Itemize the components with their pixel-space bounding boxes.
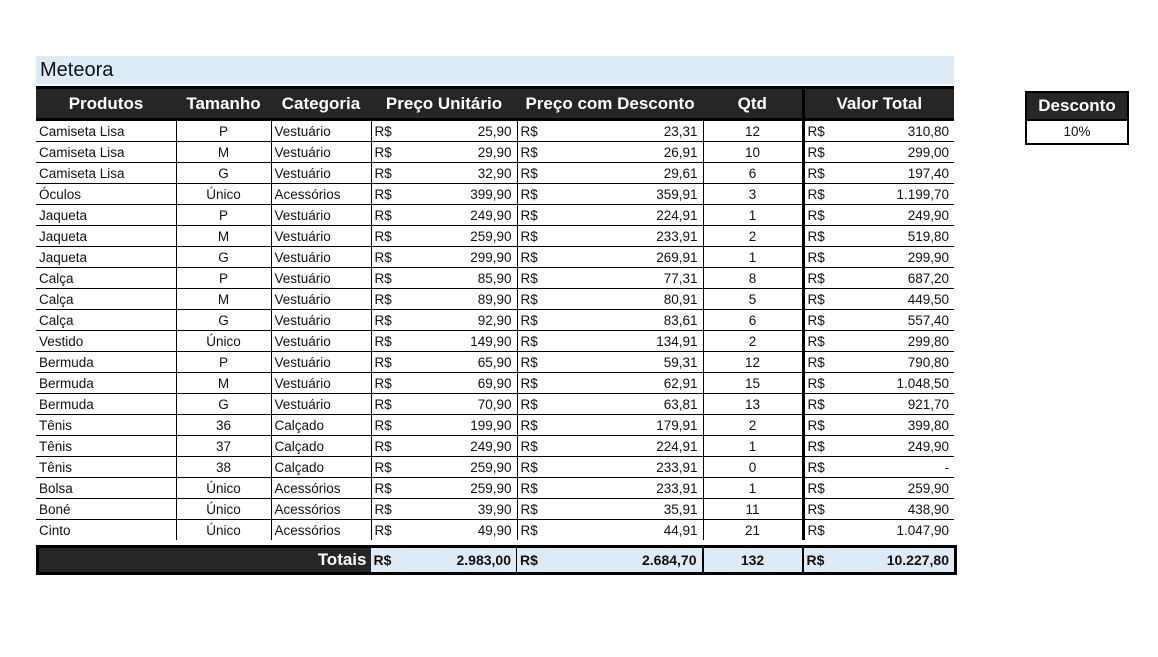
cell-valor-total[interactable]: 299,00 bbox=[842, 142, 954, 163]
totals-valor-currency[interactable]: R$ bbox=[803, 547, 842, 574]
cell-tamanho[interactable]: Único bbox=[176, 331, 271, 352]
cell-desconto-currency[interactable]: R$ bbox=[517, 205, 554, 226]
cell-valor-currency[interactable]: R$ bbox=[803, 205, 842, 226]
cell-categoria[interactable]: Calçado bbox=[271, 436, 371, 457]
cell-valor-total[interactable]: 310,80 bbox=[842, 120, 954, 142]
cell-categoria[interactable]: Vestuário bbox=[271, 268, 371, 289]
cell-preco-desconto[interactable]: 134,91 bbox=[554, 331, 703, 352]
cell-categoria[interactable]: Calçado bbox=[271, 415, 371, 436]
totals-table bbox=[36, 545, 957, 575]
table-row bbox=[36, 373, 954, 394]
table-row bbox=[36, 499, 954, 520]
cell-qtd[interactable]: 1 bbox=[703, 436, 803, 457]
table-row bbox=[36, 268, 954, 289]
cell-desconto-currency[interactable]: R$ bbox=[517, 457, 554, 478]
header-preco-desconto[interactable]: Preço com Desconto bbox=[517, 88, 703, 120]
table-row bbox=[36, 205, 954, 226]
cell-qtd[interactable]: 15 bbox=[703, 373, 803, 394]
cell-preco-unitario[interactable]: 299,90 bbox=[410, 247, 517, 268]
cell-preco-desconto[interactable]: 80,91 bbox=[554, 289, 703, 310]
totals-preco-desconto[interactable]: 2.684,70 bbox=[554, 547, 703, 574]
cell-valor-total[interactable]: 687,20 bbox=[842, 268, 954, 289]
cell-preco-desconto[interactable]: 63,81 bbox=[554, 394, 703, 415]
cell-categoria[interactable]: Calçado bbox=[271, 457, 371, 478]
cell-valor-total[interactable]: 197,40 bbox=[842, 163, 954, 184]
cell-preco-unitario[interactable]: 92,90 bbox=[410, 310, 517, 331]
cell-valor-currency[interactable]: R$ bbox=[803, 394, 842, 415]
table-row bbox=[36, 120, 954, 142]
cell-tamanho[interactable]: P bbox=[176, 352, 271, 373]
cell-valor-currency[interactable]: R$ bbox=[803, 142, 842, 163]
cell-preco-desconto[interactable]: 77,31 bbox=[554, 268, 703, 289]
cell-valor-currency[interactable]: R$ bbox=[803, 226, 842, 247]
cell-categoria[interactable]: Vestuário bbox=[271, 120, 371, 142]
sheet-title[interactable]: Meteora bbox=[36, 56, 954, 84]
cell-preco-unitario[interactable]: 69,90 bbox=[410, 373, 517, 394]
cell-preco-unitario[interactable]: 39,90 bbox=[410, 499, 517, 520]
cell-qtd[interactable]: 1 bbox=[703, 478, 803, 499]
header-tamanho[interactable]: Tamanho bbox=[176, 88, 271, 120]
cell-valor-currency[interactable]: R$ bbox=[803, 478, 842, 499]
cell-preco-desconto[interactable]: 269,91 bbox=[554, 247, 703, 268]
cell-preco-unitario[interactable]: 259,90 bbox=[410, 226, 517, 247]
cell-qtd[interactable]: 12 bbox=[703, 120, 803, 142]
cell-qtd[interactable]: 8 bbox=[703, 268, 803, 289]
cell-desconto-currency[interactable]: R$ bbox=[517, 331, 554, 352]
cell-desconto-currency[interactable]: R$ bbox=[517, 142, 554, 163]
cell-preco-currency[interactable]: R$ bbox=[371, 499, 410, 520]
cell-valor-currency[interactable]: R$ bbox=[803, 163, 842, 184]
cell-desconto-currency[interactable]: R$ bbox=[517, 247, 554, 268]
cell-tamanho[interactable]: M bbox=[176, 289, 271, 310]
cell-tamanho[interactable]: P bbox=[176, 205, 271, 226]
cell-valor-total[interactable]: 1.199,70 bbox=[842, 184, 954, 205]
cell-preco-desconto[interactable]: 26,91 bbox=[554, 142, 703, 163]
cell-preco-desconto[interactable]: 233,91 bbox=[554, 478, 703, 499]
cell-valor-total[interactable]: 519,80 bbox=[842, 226, 954, 247]
table-row bbox=[36, 289, 954, 310]
table-row bbox=[36, 247, 954, 268]
cell-preco-unitario[interactable]: 32,90 bbox=[410, 163, 517, 184]
cell-produto[interactable]: Bermuda bbox=[36, 394, 176, 415]
cell-produto[interactable]: Tênis bbox=[36, 415, 176, 436]
cell-qtd[interactable]: 5 bbox=[703, 289, 803, 310]
cell-categoria[interactable]: Acessórios bbox=[271, 520, 371, 541]
cell-categoria[interactable]: Acessórios bbox=[271, 184, 371, 205]
cell-qtd[interactable]: 1 bbox=[703, 205, 803, 226]
cell-valor-total[interactable]: 259,90 bbox=[842, 478, 954, 499]
cell-valor-total[interactable]: 399,80 bbox=[842, 415, 954, 436]
totals-valor-total[interactable]: 10.227,80 bbox=[842, 547, 956, 574]
cell-qtd[interactable]: 0 bbox=[703, 457, 803, 478]
cell-preco-desconto[interactable]: 62,91 bbox=[554, 373, 703, 394]
cell-valor-currency[interactable]: R$ bbox=[803, 289, 842, 310]
totals-label[interactable]: Totais bbox=[38, 547, 371, 574]
cell-preco-currency[interactable]: R$ bbox=[371, 415, 410, 436]
cell-valor-total[interactable]: 249,90 bbox=[842, 205, 954, 226]
cell-valor-currency[interactable]: R$ bbox=[803, 520, 842, 541]
header-produtos[interactable]: Produtos bbox=[36, 88, 176, 120]
cell-produto[interactable]: Boné bbox=[36, 499, 176, 520]
cell-preco-currency[interactable]: R$ bbox=[371, 520, 410, 541]
cell-preco-currency[interactable]: R$ bbox=[371, 331, 410, 352]
totals-qtd[interactable]: 132 bbox=[703, 547, 803, 574]
cell-desconto-currency[interactable]: R$ bbox=[517, 436, 554, 457]
cell-produto[interactable]: Calça bbox=[36, 310, 176, 331]
cell-preco-desconto[interactable]: 359,91 bbox=[554, 184, 703, 205]
cell-qtd[interactable]: 2 bbox=[703, 226, 803, 247]
cell-preco-currency[interactable]: R$ bbox=[371, 436, 410, 457]
cell-desconto-currency[interactable]: R$ bbox=[517, 394, 554, 415]
cell-tamanho[interactable]: G bbox=[176, 310, 271, 331]
cell-produto[interactable]: Jaqueta bbox=[36, 226, 176, 247]
cell-produto[interactable]: Cinto bbox=[39, 522, 71, 538]
cell-desconto-currency[interactable]: R$ bbox=[517, 289, 554, 310]
cell-categoria[interactable]: Acessórios bbox=[271, 478, 371, 499]
cell-produto[interactable]: Bolsa bbox=[36, 478, 176, 499]
cell-valor-total[interactable]: 299,90 bbox=[842, 247, 954, 268]
cell-valor-total[interactable]: 921,70 bbox=[842, 394, 954, 415]
cell-desconto-currency[interactable]: R$ bbox=[517, 268, 554, 289]
cell-produto[interactable]: Jaqueta bbox=[36, 247, 176, 268]
cell-valor-total[interactable]: 557,40 bbox=[842, 310, 954, 331]
cell-categoria[interactable]: Vestuário bbox=[271, 310, 371, 331]
cell-preco-currency[interactable]: R$ bbox=[371, 310, 410, 331]
cell-categoria[interactable]: Vestuário bbox=[271, 226, 371, 247]
header-valor-total[interactable]: Valor Total bbox=[803, 88, 954, 120]
table-row bbox=[36, 394, 954, 415]
table-row bbox=[36, 415, 954, 436]
cell-preco-currency[interactable]: R$ bbox=[371, 268, 410, 289]
cell-preco-desconto[interactable]: 35,91 bbox=[554, 499, 703, 520]
cell-valor-total[interactable]: 790,80 bbox=[842, 352, 954, 373]
cell-produto[interactable]: Óculos bbox=[36, 184, 176, 205]
cell-tamanho[interactable]: Único bbox=[176, 478, 271, 499]
cell-preco-unitario[interactable]: 29,90 bbox=[410, 142, 517, 163]
cell-tamanho[interactable]: Único bbox=[176, 184, 271, 205]
table-row bbox=[36, 478, 954, 499]
cell-tamanho[interactable]: M bbox=[176, 373, 271, 394]
cell-tamanho[interactable]: Único bbox=[176, 499, 271, 520]
cell-valor-currency[interactable]: R$ bbox=[803, 352, 842, 373]
cell-preco-unitario[interactable]: 259,90 bbox=[410, 478, 517, 499]
cell-preco-currency[interactable]: R$ bbox=[371, 478, 410, 499]
cell-qtd[interactable]: 2 bbox=[703, 415, 803, 436]
cell-produto[interactable]: Camiseta Lisa bbox=[36, 120, 176, 142]
table-body bbox=[36, 120, 954, 541]
cell-categoria[interactable]: Vestuário bbox=[271, 331, 371, 352]
discount-value[interactable]: 10% bbox=[1027, 119, 1127, 143]
cell-produto[interactable]: Tênis bbox=[36, 436, 176, 457]
cell-preco-currency[interactable]: R$ bbox=[371, 373, 410, 394]
spreadsheet bbox=[36, 56, 954, 575]
discount-label[interactable]: Desconto bbox=[1027, 93, 1127, 119]
cell-produto[interactable]: Bermuda bbox=[36, 373, 176, 394]
cell-categoria[interactable]: Vestuário bbox=[271, 394, 371, 415]
cell-preco-currency[interactable]: R$ bbox=[371, 247, 410, 268]
cell-valor-total[interactable]: 449,50 bbox=[842, 289, 954, 310]
cell-qtd[interactable]: 6 bbox=[703, 310, 803, 331]
cell-valor-total[interactable]: 299,80 bbox=[842, 331, 954, 352]
cell-categoria[interactable]: Vestuário bbox=[271, 373, 371, 394]
table-row bbox=[36, 352, 954, 373]
cell-desconto-currency[interactable]: R$ bbox=[517, 478, 554, 499]
cell-produto[interactable]: Bermuda bbox=[36, 352, 176, 373]
cell-valor-currency[interactable]: R$ bbox=[803, 247, 842, 268]
table-row bbox=[36, 331, 954, 352]
cell-valor-currency[interactable]: R$ bbox=[803, 373, 842, 394]
header-preco-unitario[interactable]: Preço Unitário bbox=[371, 88, 517, 120]
cell-preco-unitario[interactable]: 49,90 bbox=[477, 522, 512, 538]
cell-qtd[interactable]: 6 bbox=[703, 163, 803, 184]
cell-preco-desconto[interactable]: 29,61 bbox=[554, 163, 703, 184]
cell-produto[interactable]: Tênis bbox=[36, 457, 176, 478]
cell-tamanho[interactable]: P bbox=[176, 120, 271, 142]
cell-tamanho[interactable]: 38 bbox=[176, 457, 271, 478]
cell-categoria[interactable]: Vestuário bbox=[271, 142, 371, 163]
table-row bbox=[36, 310, 954, 331]
cell-valor-total[interactable]: - bbox=[842, 457, 954, 478]
table-row bbox=[36, 457, 954, 478]
cell-qtd[interactable]: 13 bbox=[703, 394, 803, 415]
cell-desconto-currency[interactable]: R$ bbox=[517, 352, 554, 373]
cell-qtd[interactable]: 1 bbox=[703, 247, 803, 268]
cell-preco-desconto[interactable]: 83,61 bbox=[554, 310, 703, 331]
table-row bbox=[36, 226, 954, 247]
cell-categoria[interactable]: Acessórios bbox=[271, 499, 371, 520]
cell-preco-desconto[interactable]: 224,91 bbox=[554, 436, 703, 457]
cell-desconto-currency[interactable]: R$ bbox=[517, 226, 554, 247]
cell-tamanho[interactable]: 36 bbox=[176, 415, 271, 436]
table-row bbox=[36, 520, 954, 541]
cell-desconto-currency[interactable]: R$ bbox=[517, 184, 554, 205]
cell-categoria[interactable]: Vestuário bbox=[271, 205, 371, 226]
cell-desconto-currency[interactable]: R$ bbox=[517, 499, 554, 520]
cell-preco-unitario[interactable]: 25,90 bbox=[410, 120, 517, 142]
cell-qtd[interactable]: 3 bbox=[703, 184, 803, 205]
cell-valor-total[interactable]: 438,90 bbox=[842, 499, 954, 520]
discount-box bbox=[1025, 91, 1129, 145]
cell-preco-desconto[interactable]: 233,91 bbox=[554, 226, 703, 247]
products-table bbox=[36, 86, 954, 540]
cell-produto[interactable]: Camiseta Lisa bbox=[36, 163, 176, 184]
cell-qtd[interactable]: 11 bbox=[703, 499, 803, 520]
cell-desconto-currency[interactable]: R$ bbox=[517, 415, 554, 436]
cell-preco-unitario[interactable]: 249,90 bbox=[410, 205, 517, 226]
cell-preco-currency[interactable]: R$ bbox=[371, 457, 410, 478]
cell-desconto-currency[interactable]: R$ bbox=[517, 163, 554, 184]
cell-preco-unitario[interactable]: 249,90 bbox=[410, 436, 517, 457]
cell-tamanho[interactable]: G bbox=[176, 394, 271, 415]
cell-desconto-currency[interactable]: R$ bbox=[517, 310, 554, 331]
cell-preco-desconto[interactable]: 179,91 bbox=[554, 415, 703, 436]
cell-qtd[interactable]: 21 bbox=[703, 520, 803, 541]
cell-tamanho[interactable]: G bbox=[176, 247, 271, 268]
cell-categoria[interactable]: Vestuário bbox=[271, 289, 371, 310]
table-row bbox=[36, 184, 954, 205]
totals-desconto-currency[interactable]: R$ bbox=[517, 547, 554, 574]
cell-preco-unitario[interactable]: 259,90 bbox=[410, 457, 517, 478]
header-row bbox=[36, 88, 954, 120]
cell-valor-total[interactable]: 1.048,50 bbox=[842, 373, 954, 394]
totals-preco-currency[interactable]: R$ bbox=[371, 547, 410, 574]
cell-preco-currency[interactable]: R$ bbox=[371, 352, 410, 373]
cell-preco-unitario[interactable]: 149,90 bbox=[410, 331, 517, 352]
cell-preco-currency[interactable]: R$ bbox=[371, 226, 410, 247]
table-row bbox=[36, 142, 954, 163]
cell-preco-currency[interactable]: R$ bbox=[371, 142, 410, 163]
cell-preco-desconto[interactable]: 23,31 bbox=[554, 120, 703, 142]
cell-valor-currency[interactable]: R$ bbox=[803, 120, 842, 142]
cell-preco-currency[interactable]: R$ bbox=[371, 289, 410, 310]
totals-preco-unitario[interactable]: 2.983,00 bbox=[410, 547, 517, 574]
cell-preco-desconto[interactable]: 233,91 bbox=[554, 457, 703, 478]
cell-tamanho[interactable]: Único bbox=[176, 520, 271, 541]
cell-valor-currency[interactable]: R$ bbox=[803, 184, 842, 205]
cell-tamanho[interactable]: M bbox=[176, 142, 271, 163]
cell-produto[interactable]: Vestido bbox=[36, 331, 176, 352]
cell-categoria[interactable]: Vestuário bbox=[271, 247, 371, 268]
cell-preco-currency[interactable]: R$ bbox=[371, 184, 410, 205]
cell-preco-desconto[interactable]: 224,91 bbox=[554, 205, 703, 226]
cell-valor-currency[interactable]: R$ bbox=[803, 331, 842, 352]
cell-preco-unitario[interactable]: 89,90 bbox=[410, 289, 517, 310]
cell-tamanho[interactable]: P bbox=[176, 268, 271, 289]
cell-valor-currency[interactable]: R$ bbox=[803, 499, 842, 520]
cell-categoria[interactable]: Vestuário bbox=[271, 352, 371, 373]
table-row bbox=[36, 163, 954, 184]
cell-produto[interactable]: Jaqueta bbox=[36, 205, 176, 226]
cell-qtd[interactable]: 10 bbox=[703, 142, 803, 163]
cell-valor-currency[interactable]: R$ bbox=[803, 310, 842, 331]
cell-valor-currency[interactable]: R$ bbox=[803, 415, 842, 436]
cell-produto[interactable]: Calça bbox=[36, 268, 176, 289]
cell-preco-currency[interactable]: R$ bbox=[371, 120, 410, 142]
cell-valor-currency[interactable]: R$ bbox=[803, 268, 842, 289]
cell-qtd[interactable]: 2 bbox=[703, 331, 803, 352]
header-categoria[interactable]: Categoria bbox=[271, 88, 371, 120]
cell-preco-currency[interactable]: R$ bbox=[371, 163, 410, 184]
cell-preco-unitario[interactable]: 70,90 bbox=[410, 394, 517, 415]
cell-preco-unitario[interactable]: 85,90 bbox=[410, 268, 517, 289]
table-row bbox=[36, 436, 954, 457]
cell-preco-unitario[interactable]: 199,90 bbox=[410, 415, 517, 436]
cell-valor-currency[interactable]: R$ bbox=[803, 436, 842, 457]
cell-preco-unitario[interactable]: 65,90 bbox=[410, 352, 517, 373]
header-qtd[interactable]: Qtd bbox=[703, 88, 803, 120]
cell-desconto-currency[interactable]: R$ bbox=[517, 373, 554, 394]
cell-desconto-currency[interactable]: R$ bbox=[517, 120, 554, 142]
cell-tamanho[interactable]: M bbox=[176, 226, 271, 247]
cell-preco-currency[interactable]: R$ bbox=[371, 394, 410, 415]
cell-preco-desconto[interactable]: 59,31 bbox=[554, 352, 703, 373]
cell-valor-currency[interactable]: R$ bbox=[803, 457, 842, 478]
cell-preco-currency[interactable]: R$ bbox=[371, 205, 410, 226]
cell-categoria[interactable]: Vestuário bbox=[271, 163, 371, 184]
cell-valor-total[interactable]: 1.047,90 bbox=[896, 522, 950, 538]
cell-desconto-currency[interactable]: R$ bbox=[517, 520, 554, 541]
cell-produto[interactable]: Camiseta Lisa bbox=[36, 142, 176, 163]
totals-row bbox=[38, 547, 956, 574]
cell-valor-total[interactable]: 249,90 bbox=[842, 436, 954, 457]
cell-tamanho[interactable]: 37 bbox=[176, 436, 271, 457]
cell-tamanho[interactable]: G bbox=[176, 163, 271, 184]
cell-preco-unitario[interactable]: 399,90 bbox=[410, 184, 517, 205]
cell-qtd[interactable]: 12 bbox=[703, 352, 803, 373]
cell-preco-desconto[interactable]: 44,91 bbox=[663, 522, 698, 538]
cell-produto[interactable]: Calça bbox=[36, 289, 176, 310]
